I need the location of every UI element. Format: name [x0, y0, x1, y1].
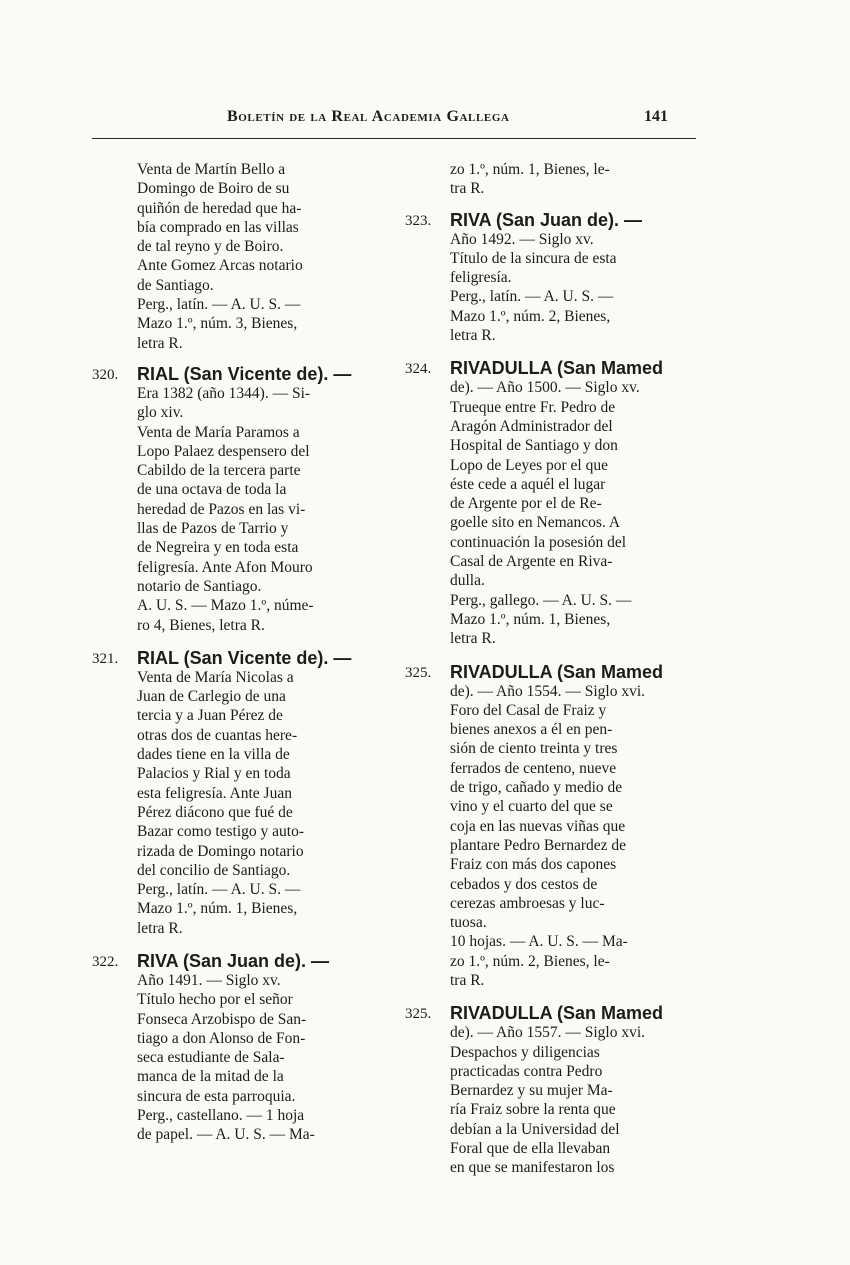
text-line: Mazo 1.º, núm. 1, Bienes,: [137, 900, 298, 918]
text-line: zo 1.º, núm. 1, Bienes, le-: [450, 161, 610, 178]
text-line: de trigo, cañado y medio de: [450, 779, 623, 797]
entry-title: RIVADULLA (San Mamed: [450, 358, 664, 379]
text-line: Perg., latín. — A. U. S. —: [137, 881, 301, 899]
text-line: vino y el cuarto del que se: [450, 798, 613, 816]
entry-title-rest: de). — Año 1557. — Siglo xvi.: [450, 1024, 646, 1042]
continuation-text: [405, 160, 697, 199]
text-line: tercia y a Juan Pérez de: [137, 707, 283, 725]
text-line: A. U. S. — Mazo 1.º, núme-: [137, 597, 314, 615]
text-line: Año 1491. — Siglo xv.: [137, 971, 281, 989]
text-line: rizada de Domingo notario: [137, 842, 304, 860]
text-line: Perg., castellano. — 1 hoja: [137, 1107, 305, 1125]
text-line: feligresía.: [450, 269, 512, 287]
text-line: tiago a don Alonso de Fon-: [137, 1029, 306, 1047]
continuation-text: [92, 160, 382, 353]
text-line: del concilio de Santiago.: [137, 861, 291, 879]
entry-title: RIAL (San Vicente de). —: [137, 647, 352, 668]
text-line: de Argente por el de Re-: [450, 495, 602, 513]
text-line: de Negreira y en toda esta: [137, 539, 299, 557]
text-line: Juan de Carlegio de una: [137, 688, 286, 706]
entry-number: 325.: [405, 1006, 432, 1023]
text-line: cerezas ambroesas y luc-: [450, 894, 605, 912]
text-line: Trueque entre Fr. Pedro de: [450, 398, 616, 416]
text-line: goelle sito en Nemancos. A: [450, 514, 621, 532]
text-line: dulla.: [450, 572, 485, 590]
text-line: glo xiv.: [137, 404, 184, 422]
entry-number: 320.: [92, 366, 119, 383]
text-line: Mazo 1.º, núm. 3, Bienes,: [137, 315, 298, 333]
text-line: Casal de Argente en Riva-: [450, 553, 613, 571]
text-line: otras dos de cuantas here-: [137, 726, 298, 744]
entry-number: 321.: [92, 650, 119, 667]
text-line: Fonseca Arzobispo de San-: [137, 1010, 307, 1028]
text-line: heredad de Pazos en las vi-: [137, 500, 306, 518]
page-number: 141: [644, 108, 668, 125]
entry-number: 325.: [405, 664, 432, 681]
catalog-entry: [92, 952, 382, 1145]
entry-title: RIVADULLA (San Mamed: [450, 1003, 664, 1024]
text-line: seca estudiante de Sala-: [137, 1049, 285, 1067]
text-line: quiñón de heredad que ha-: [137, 199, 302, 217]
text-line: plantare Pedro Bernardez de: [450, 836, 627, 854]
entry-title: RIAL (San Vicente de). —: [137, 363, 352, 384]
text-line: sión de ciento treinta y tres: [450, 740, 618, 758]
text-line: ro 4, Bienes, letra R.: [137, 616, 265, 634]
text-line: sincura de esta parroquia.: [137, 1087, 296, 1105]
text-line: bienes anexos a él en pen-: [450, 721, 613, 739]
text-line: Perg., latín. — A. U. S. —: [137, 296, 301, 314]
text-line: debían a la Universidad del: [450, 1120, 620, 1138]
entry-title: RIVA (San Juan de). —: [450, 209, 643, 230]
text-line: Foro del Casal de Fraiz y: [450, 701, 607, 719]
entry-number: 323.: [405, 212, 432, 229]
text-line: de papel. — A. U. S. — Ma-: [137, 1126, 315, 1144]
text-line: Año 1492. — Siglo xv.: [450, 230, 594, 248]
text-line: manca de la mitad de la: [137, 1068, 284, 1086]
text-line: tuosa.: [450, 914, 487, 932]
text-line: letra R.: [137, 334, 183, 352]
text-line: letra R.: [450, 327, 496, 345]
entry-number: 324.: [405, 361, 432, 378]
text-line: éste cede a aquél el lugar: [450, 475, 606, 493]
text-line: Fraiz con más dos capones: [450, 856, 617, 874]
text-line: practicadas contra Pedro: [450, 1062, 603, 1080]
text-line: Venta de María Paramos a: [137, 423, 300, 441]
text-line: Pérez diácono que fué de: [137, 803, 293, 821]
catalog-entry: [92, 649, 382, 938]
text-line: de Santiago.: [137, 276, 214, 294]
text-line: de una octava de toda la: [137, 481, 287, 499]
text-line: Mazo 1.º, núm. 2, Bienes,: [450, 307, 611, 325]
text-line: notario de Santiago.: [137, 577, 262, 595]
text-line: Domingo de Boiro de su: [137, 180, 290, 198]
text-line: Hospital de Santiago y don: [450, 437, 618, 455]
left-column: [92, 160, 382, 1159]
text-line: cebados y dos cestos de: [450, 875, 598, 893]
text-line: Foral que de ella llevaban: [450, 1140, 611, 1158]
text-line: letra R.: [137, 919, 183, 937]
text-line: Era 1382 (año 1344). — Si-: [137, 384, 311, 402]
catalog-entry: [405, 1004, 697, 1177]
text-line: llas de Pazos de Tarrio y: [137, 520, 289, 538]
catalog-entry: [405, 663, 697, 991]
running-title: Boletín de la Real Academia Gallega: [227, 108, 510, 125]
entry-title-rest: de). — Año 1554. — Siglo xvi.: [450, 682, 646, 700]
text-line: Venta de María Nicolas a: [137, 668, 294, 686]
text-line: continuación la posesión del: [450, 533, 627, 551]
catalog-entry: [405, 359, 697, 648]
text-line: bía comprado en las villas: [137, 218, 299, 236]
text-line: Bernardez y su mujer Ma-: [450, 1082, 613, 1100]
text-line: 10 hojas. — A. U. S. — Ma-: [450, 933, 628, 951]
text-line: Lopo Palaez despensero del: [137, 442, 310, 460]
right-column: [405, 160, 697, 1192]
text-line: tra R.: [450, 971, 485, 989]
entry-title-rest: de). — Año 1500. — Siglo xv.: [450, 379, 640, 397]
text-line: Mazo 1.º, núm. 1, Bienes,: [450, 610, 611, 628]
text-line: Cabildo de la tercera parte: [137, 462, 301, 480]
entry-title: RIVADULLA (San Mamed: [450, 661, 664, 682]
text-line: coja en las nuevas viñas que: [450, 817, 626, 835]
text-line: zo 1.º, núm. 2, Bienes, le-: [450, 952, 610, 970]
text-line: Perg., latín. — A. U. S. —: [450, 288, 614, 306]
catalog-entry: [92, 365, 382, 635]
text-line: ría Fraiz sobre la renta que: [450, 1101, 616, 1119]
text-line: dades tiene en la villa de: [137, 746, 290, 764]
text-line: Perg., gallego. — A. U. S. —: [450, 591, 632, 609]
text-line: en que se manifestaron los: [450, 1159, 615, 1177]
text-line: Venta de Martín Bello a: [137, 161, 286, 178]
text-line: Título hecho por el señor: [137, 991, 293, 1009]
text-line: Despachos y diligencias: [450, 1043, 600, 1061]
text-line: ferrados de centeno, nueve: [450, 759, 617, 777]
entry-title: RIVA (San Juan de). —: [137, 950, 330, 971]
text-line: Bazar como testigo y auto-: [137, 823, 305, 841]
text-line: feligresía. Ante Afon Mouro: [137, 558, 313, 576]
text-line: esta feligresía. Ante Juan: [137, 784, 292, 802]
text-line: Título de la sincura de esta: [450, 249, 617, 267]
text-line: Lopo de Leyes por el que: [450, 456, 608, 474]
text-line: Aragón Administrador del: [450, 417, 613, 435]
entry-number: 322.: [92, 953, 119, 970]
text-line: tra R.: [450, 180, 485, 198]
text-line: de tal reyno y de Boiro.: [137, 238, 284, 256]
text-line: letra R.: [450, 630, 496, 648]
text-line: Ante Gomez Arcas notario: [137, 257, 303, 275]
catalog-entry: [405, 211, 697, 346]
page-header: [92, 108, 696, 139]
text-line: Palacios y Rial y en toda: [137, 765, 291, 783]
